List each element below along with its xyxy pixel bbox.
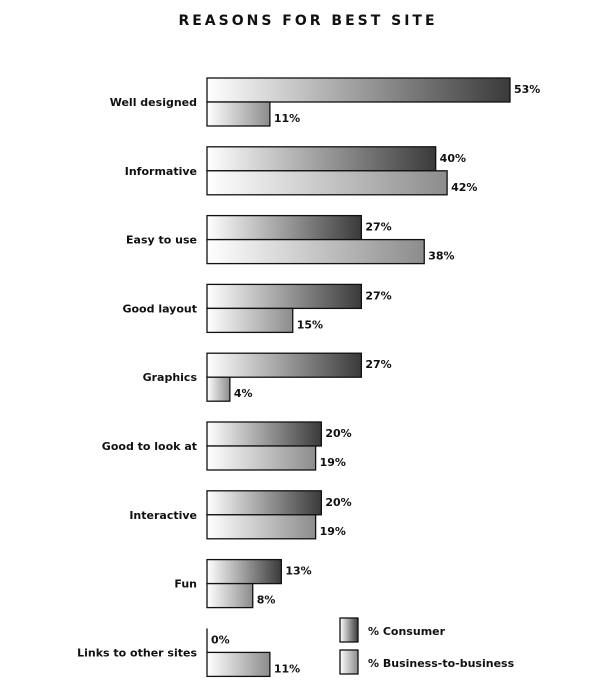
bar-consumer bbox=[207, 216, 361, 240]
bar-consumer bbox=[207, 422, 321, 446]
data-label: 15% bbox=[296, 318, 324, 332]
data-label: 4% bbox=[233, 387, 253, 401]
bar-business bbox=[207, 171, 447, 195]
data-label: 19% bbox=[319, 456, 346, 469]
data-label: 0% bbox=[211, 633, 230, 647]
data-label: 27% bbox=[365, 220, 392, 234]
bar-consumer bbox=[207, 284, 361, 308]
bar-business bbox=[207, 515, 316, 539]
bar-consumer bbox=[207, 353, 361, 377]
data-label: 20% bbox=[325, 495, 352, 509]
legend-swatch-consumer bbox=[340, 618, 358, 642]
chart-title: REASONS FOR BEST SITE bbox=[178, 13, 438, 29]
category-label: Easy to use bbox=[126, 233, 197, 247]
bar-consumer bbox=[207, 78, 510, 102]
legend-label-business: % Business-to-business bbox=[368, 657, 515, 670]
data-label: 27% bbox=[365, 289, 392, 303]
category-label: Interactive bbox=[129, 508, 197, 522]
legend-swatch-business bbox=[340, 650, 358, 674]
data-label: 20% bbox=[325, 427, 352, 440]
category-label: Good layout bbox=[122, 302, 197, 316]
bar-business bbox=[207, 652, 270, 676]
data-label: 13% bbox=[285, 564, 312, 578]
bar-business bbox=[207, 240, 424, 264]
bar-business bbox=[207, 446, 316, 470]
category-label: Fun bbox=[174, 577, 197, 591]
legend bbox=[340, 618, 515, 674]
data-label: 53% bbox=[514, 83, 541, 96]
data-label: 8% bbox=[256, 593, 276, 607]
data-label: 19% bbox=[319, 524, 346, 538]
bar-business bbox=[207, 308, 293, 332]
bars-layer bbox=[77, 78, 540, 676]
bar-consumer bbox=[207, 560, 281, 584]
bar-consumer bbox=[207, 147, 436, 171]
category-label: Graphics bbox=[142, 371, 197, 385]
data-label: 27% bbox=[365, 358, 392, 372]
category-label: Links to other sites bbox=[77, 646, 197, 660]
category-label: Good to look at bbox=[101, 440, 197, 453]
data-label: 42% bbox=[451, 180, 478, 194]
data-label: 11% bbox=[273, 662, 301, 676]
category-label: Well designed bbox=[109, 96, 197, 109]
legend-label-consumer: % Consumer bbox=[368, 625, 446, 638]
data-label: 40% bbox=[439, 151, 467, 165]
data-label: 38% bbox=[428, 249, 455, 263]
data-label: 11% bbox=[273, 112, 301, 125]
bar-business bbox=[207, 584, 253, 608]
bar-business bbox=[207, 377, 230, 401]
bar-business bbox=[207, 102, 270, 126]
bar-consumer bbox=[207, 491, 321, 515]
category-label: Informative bbox=[124, 164, 197, 178]
